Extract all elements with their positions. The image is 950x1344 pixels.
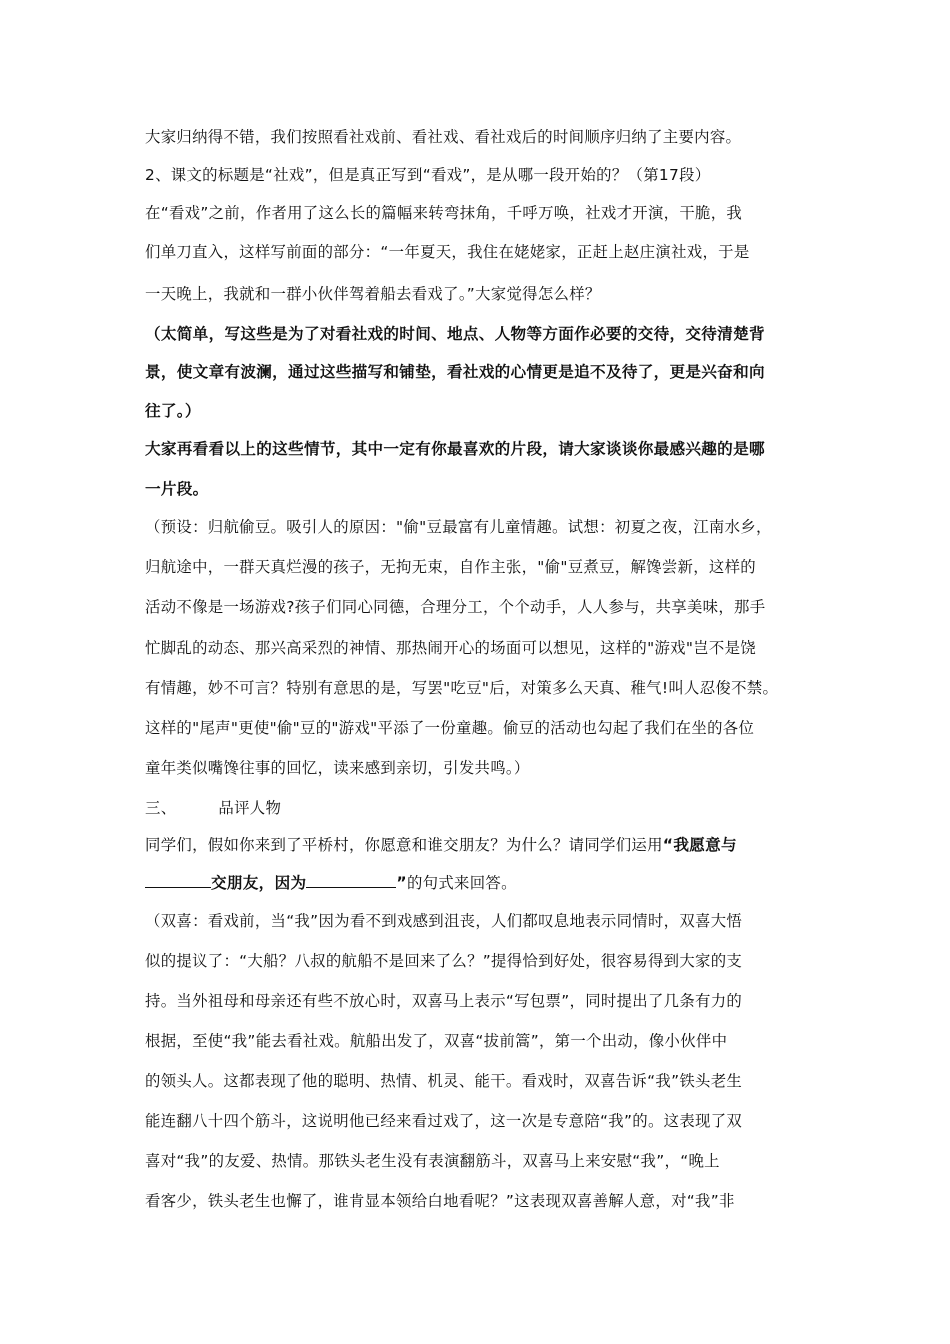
paragraph-line: 在“看戏”之前，作者用了这么长的篇幅来转弯抹角，千呼万唤，社戏才开演，干脆，我 xyxy=(145,204,743,222)
character-analysis-line: 似的提议了：“大船？八叔的航船不是回来了么？”提得恰到好处，很容易得到大家的支 xyxy=(145,952,743,970)
character-analysis-line: 的领头人。这都表现了他的聪明、热情、机灵、能干。看戏时，双喜告诉“我”铁头老生 xyxy=(145,1072,743,1090)
section-heading xyxy=(145,797,825,819)
question-line xyxy=(145,834,825,856)
question-intro: 同学们，假如你来到了平桥村，你愿意和谁交朋友？为什么？请同学们运用 xyxy=(145,836,663,854)
paragraph-line: 们单刀直入，这样写前面的部分：“一年夏天，我住在姥姥家，正赶上赵庄演社戏，于是 xyxy=(145,243,750,261)
prompt-line: 一片段。 xyxy=(145,480,209,498)
answer-line: （太简单，写这些是为了对看社戏的时间、地点、人物等方面作必要的交待，交待清楚背 xyxy=(145,325,765,343)
preset-line: 忙脚乱的动态、那兴高采烈的神情、那热闹开心的场面可以想见，这样的"游戏"岂不是饶 xyxy=(145,639,757,657)
question-line: 2、课文的标题是“社戏”，但是真正写到“看戏”，是从哪一段开始的？（第17段） xyxy=(145,166,711,184)
prompt-line: 大家再看看以上的这些情节，其中一定有你最喜欢的片段，请大家谈谈你最感兴趣的是哪 xyxy=(145,440,765,458)
character-analysis-line: 能连翻八十四个筋斗，这说明他已经来看过戏了，这一次是专意陪“我”的。这表现了双 xyxy=(145,1112,743,1130)
preset-line: 有情趣，妙不可言？特别有意思的是，写罢"吃豆"后，对策多么天真、稚气!叫人忍俊不禁。 xyxy=(145,679,779,697)
preset-line: （预设：归航偷豆。吸引人的原因："偷"豆最富有儿童情趣。试想：初夏之夜，江南水乡， xyxy=(145,518,772,536)
paragraph-line: 大家归纳得不错，我们按照看社戏前、看社戏、看社戏后的时间顺序归纳了主要内容。 xyxy=(145,128,742,146)
answer-line: 景，使文章有波澜，通过这些描写和铺垫，看社戏的心情更是追不及待了，更是兴奋和向 xyxy=(145,363,765,381)
preset-line: 这样的"尾声"更使"偷"豆的"游戏"平添了一份童趣。偷豆的活动也勾起了我们在坐的各位 xyxy=(145,719,755,737)
question-line xyxy=(145,872,825,894)
section-number: 三、 xyxy=(145,799,177,817)
sentence-pattern-middle: 交朋友，因为 xyxy=(211,874,307,892)
section-title: 品评人物 xyxy=(218,799,282,817)
fill-blank xyxy=(145,872,211,888)
fill-blank xyxy=(306,872,396,888)
sentence-pattern-start: “我愿意与 xyxy=(662,836,737,854)
character-analysis-line: （双喜：看戏前，当“我”因为看不到戏感到沮丧，人们都叹息地表示同情时，双喜大悟 xyxy=(145,912,743,930)
sentence-pattern-end: ” xyxy=(396,874,407,892)
character-analysis-line: 持。当外祖母和母亲还有些不放心时，双喜马上表示“写包票”，同时提出了几条有力的 xyxy=(145,992,743,1010)
paragraph-line: 一天晚上，我就和一群小伙伴驾着船去看戏了。”大家觉得怎么样？ xyxy=(145,285,601,303)
preset-line: 童年类似嘴馋往事的回忆，读来感到亲切，引发共鸣。） xyxy=(145,759,530,777)
character-analysis-line: 喜对“我”的友爱、热情。那铁头老生没有表演翻筋斗，双喜马上来安慰“我”，“晚上 xyxy=(145,1152,720,1170)
character-analysis-line: 看客少，铁头老生也懈了，谁肯显本领给白地看呢？”这表现双喜善解人意，对“我”非 xyxy=(145,1192,735,1210)
character-analysis-line: 根据，至使“我”能去看社戏。航船出发了，双喜“拔前篙”，第一个出动，像小伙伴中 xyxy=(145,1032,728,1050)
question-tail: 的句式来回答。 xyxy=(406,874,517,892)
preset-line: 活动不像是一场游戏?孩子们同心同德，合理分工，个个动手，人人参与，共享美味，那手 xyxy=(145,598,766,616)
answer-line: 往了。） xyxy=(145,402,201,420)
preset-line: 归航途中，一群天真烂漫的孩子，无拘无束，自作主张，"偷"豆煮豆，解馋尝新，这样的 xyxy=(145,558,757,576)
